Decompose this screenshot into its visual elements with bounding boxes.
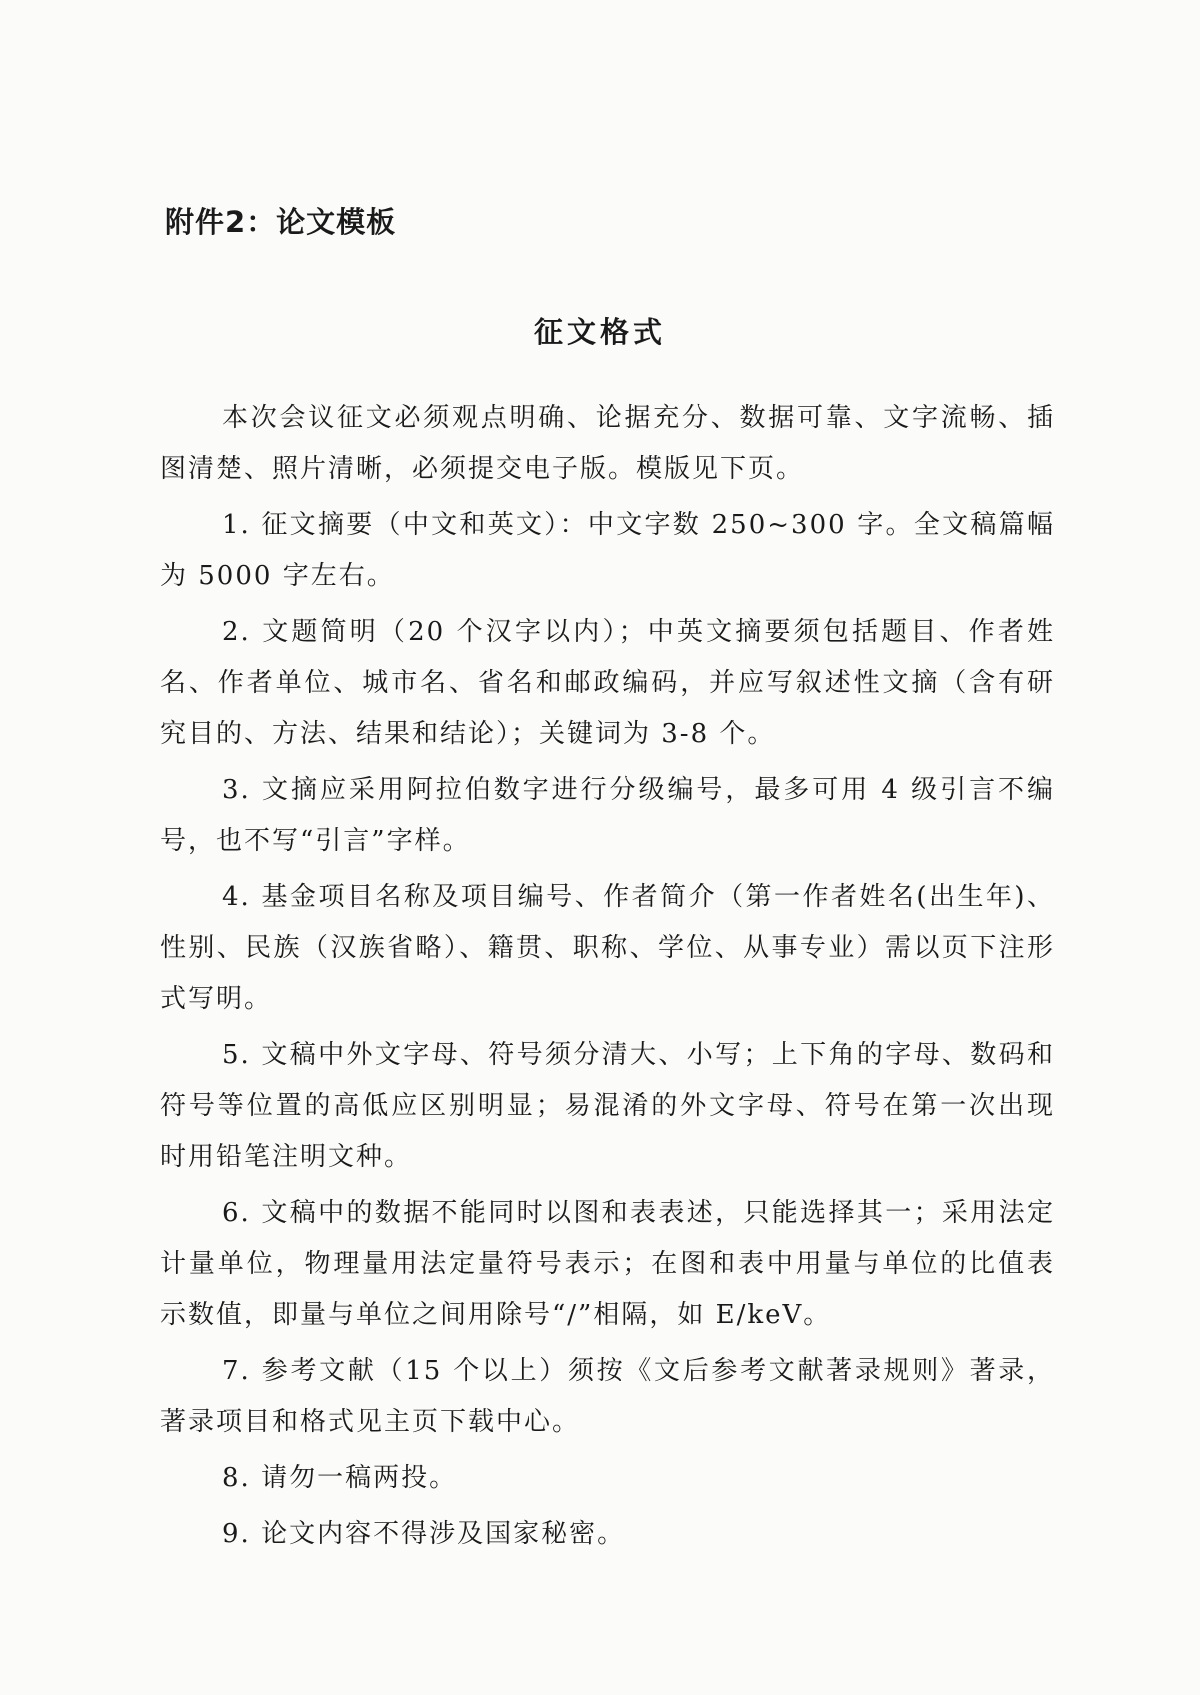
list-item: 2. 文题简明（20 个汉字以内）；中英文摘要须包括题目、作者姓名、作者单位、城市名、省名和邮政编码，并应写叙述性文摘（含有研究目的、方法、结果和结论）；关键词为 3-8 个。 (160, 617, 1055, 749)
list-item: 9. 论文内容不得涉及国家秘密。 (222, 1519, 626, 1549)
document-body (160, 393, 1055, 1560)
list-item: 4. 基金项目名称及项目编号、作者简介（第一作者姓名(出生年)、性别、民族（汉族省略）、籍贯、职称、学位、从事专业）需以页下注形式写明。 (160, 882, 1055, 1014)
list-item: 3. 文摘应采用阿拉伯数字进行分级编号，最多可用 4 级引言不编号，也不写“引言”字样。 (160, 775, 1055, 856)
list-item: 6. 文稿中的数据不能同时以图和表表述，只能选择其一；采用法定计量单位，物理量用法定量符号表示；在图和表中用量与单位的比值表示数值，即量与单位之间用除号“/”相隔，如 E/keV。 (160, 1198, 1055, 1330)
page-title: 征文格式 (533, 315, 666, 349)
list-item: 8. 请勿一稿两投。 (222, 1463, 458, 1493)
list-item: 5. 文稿中外文字母、符号须分清大、小写；上下角的字母、数码和符号等位置的高低应区别明显；易混淆的外文字母、符号在第一次出现时用铅笔注明文种。 (160, 1040, 1055, 1172)
intro-paragraph: 本次会议征文必须观点明确、论据充分、数据可靠、文字流畅、插图清楚、照片清晰，必须提交电子版。模版见下页。 (160, 403, 1055, 484)
attachment-label: 附件2：论文模板 (165, 205, 397, 239)
list-item: 7. 参考文献（15 个以上）须按《文后参考文献著录规则》著录，著录项目和格式见主页下载中心。 (160, 1356, 1055, 1437)
list-item: 1. 征文摘要（中文和英文）：中文字数 250~300 字。全文稿篇幅为 5000 字左右。 (160, 510, 1055, 591)
